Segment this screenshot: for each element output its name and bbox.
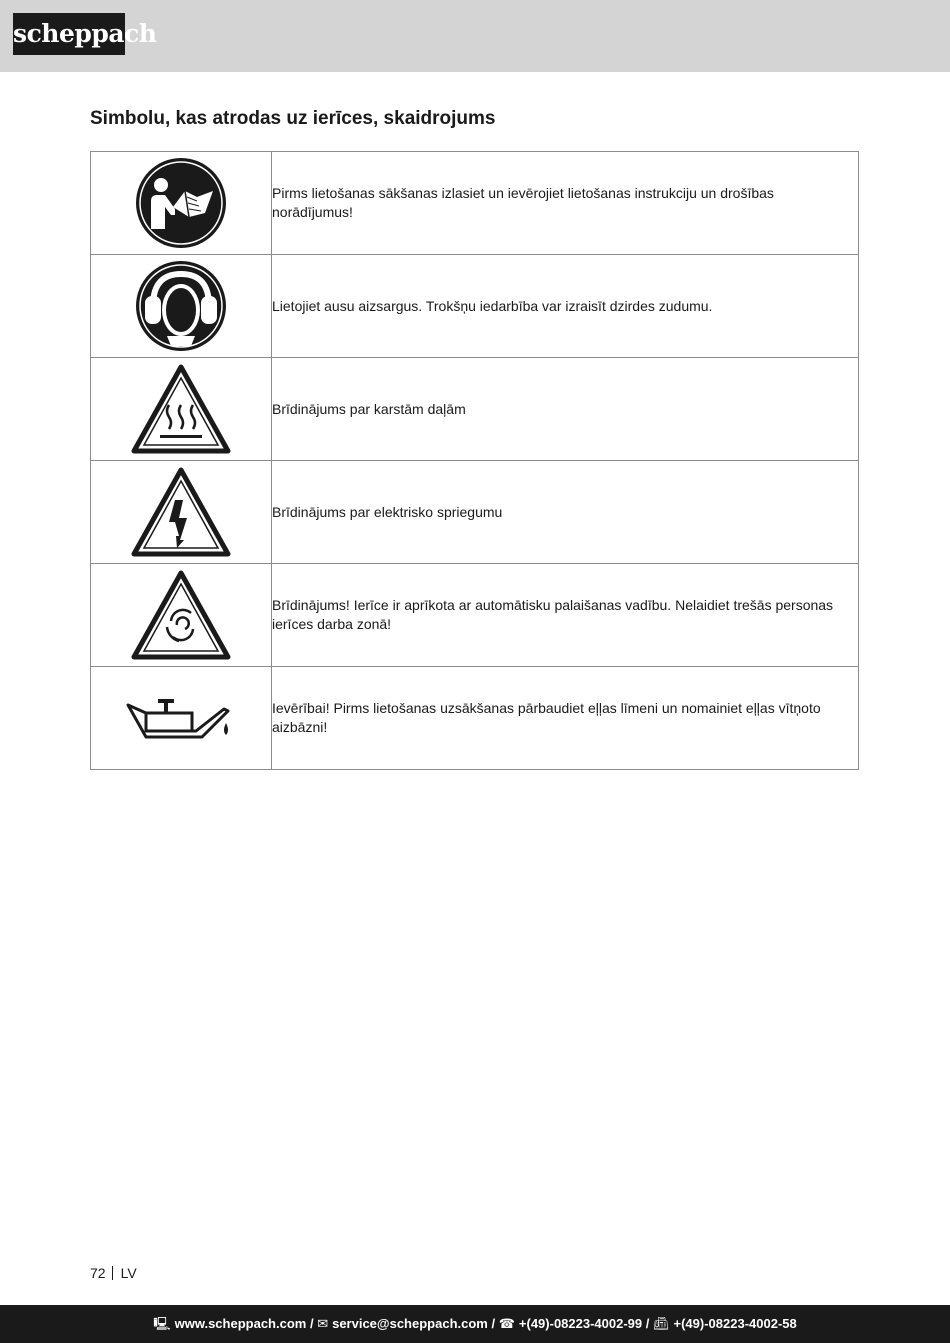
symbol-description: Brīdinājums par karstām daļām (272, 358, 859, 461)
table-row (91, 152, 859, 255)
website-link[interactable]: www.scheppach.com (174, 1316, 307, 1331)
symbol-description: Pirms lietošanas sākšanas izlasiet un ievērojiet lietošanas instrukciju un drošības norādījumus! (272, 152, 859, 255)
phone-icon: ☎︎ (498, 1316, 515, 1331)
symbols-table (90, 151, 859, 770)
phone-number: +(49)-08223-4002-99 (518, 1316, 643, 1331)
language-code: LV (120, 1265, 137, 1281)
header-band (0, 0, 950, 72)
icon-cell (91, 667, 272, 770)
fax-number: +(49)-08223-4002-58 (673, 1316, 797, 1331)
page-number-divider (112, 1266, 113, 1280)
symbol-description: Brīdinājums! Ierīce ir aprīkota ar automātisku palaišanas vadību. Nelaidiet trešās personas ierīces darba zonā! (272, 564, 859, 667)
icon-cell (91, 358, 272, 461)
scheppach-logo: scheppach (13, 13, 125, 55)
hot-surface-warning-icon (131, 363, 231, 455)
table-row (91, 255, 859, 358)
oil-can-icon (126, 693, 236, 743)
page-number-value: 72 (90, 1265, 106, 1281)
icon-cell (91, 461, 272, 564)
table-row (91, 564, 859, 667)
ear-protection-icon (135, 260, 227, 352)
read-manual-icon (135, 157, 227, 249)
page-title: Simbolu, kas atrodas uz ierīces, skaidrojums (90, 108, 496, 129)
contact-footer: 🖳︎ www.scheppach.com / ✉︎ service@scheppach.com / ☎︎ +(49)-08223-4002-99 / 📠︎ +(49)-08223-4002-58 (0, 1305, 950, 1343)
icon-cell (91, 255, 272, 358)
page-number (90, 1265, 137, 1281)
table-row (91, 667, 859, 770)
symbol-description: Lietojiet ausu aizsargus. Trokšņu iedarbība var izraisīt dzirdes zudumu. (272, 255, 859, 358)
email-link[interactable]: service@scheppach.com (332, 1316, 488, 1331)
icon-cell (91, 564, 272, 667)
table-row (91, 461, 859, 564)
automatic-start-warning-icon (131, 569, 231, 661)
icon-cell (91, 152, 272, 255)
computer-icon: 🖳︎ (153, 1316, 171, 1331)
fax-icon: 📠︎ (652, 1316, 670, 1331)
electric-voltage-warning-icon (131, 466, 231, 558)
symbol-description: Brīdinājums par elektrisko spriegumu (272, 461, 859, 564)
email-icon: ✉︎ (317, 1316, 329, 1331)
table-row (91, 358, 859, 461)
symbol-description: Ievērībai! Pirms lietošanas uzsākšanas pārbaudiet eļļas līmeni un nomainiet eļļas vītņoto aizbāzni! (272, 667, 859, 770)
